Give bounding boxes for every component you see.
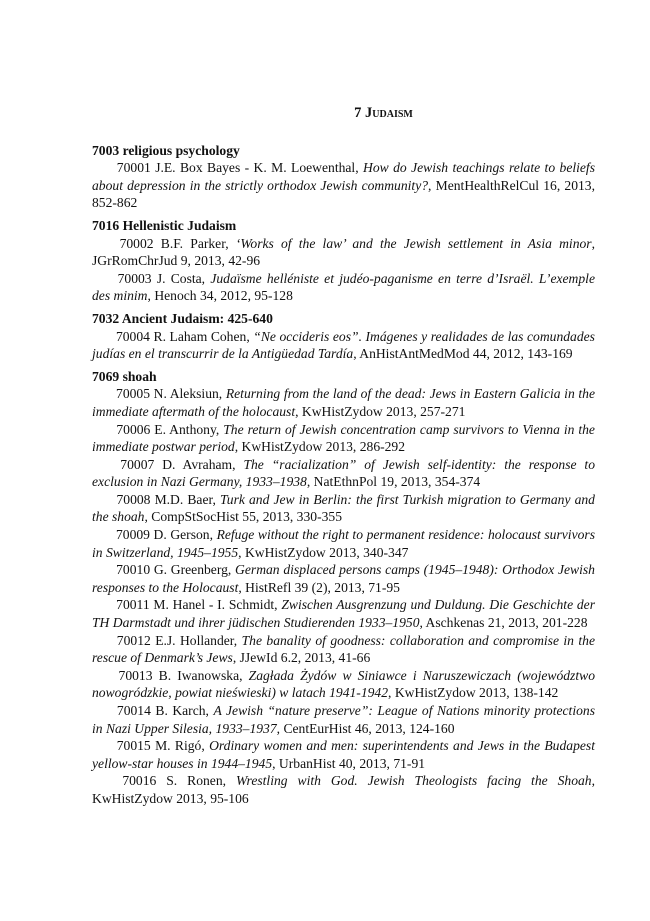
entry-source: , NatEthnPol 19, 2013, 354-374 [306,474,481,490]
entry-source: , Aschkenas 21, 2013, 201-228 [419,615,588,631]
entry-source: , KwHistZydow 2013, 340-347 [238,544,409,560]
bibliography-entry [92,235,595,270]
entry-source: , JJewId 6.2, 2013, 41-66 [232,650,371,666]
entry-number: 70004 [115,328,150,344]
entry-title: Zwischen Ausgrenzung und Duldung. Die Geschichte der TH Darmstadt und ihrer jüdischen Studierenden 1933–1950 [92,597,595,631]
entry-number: 70009 [115,527,150,543]
entry-title: “Ne occideris eos”. Imágenes y realidades de las comundades judías en el transcurrir de la Antigüedad Tardía [92,328,595,362]
entry-number: 70007 [120,456,155,472]
entry-title: Turk and Jew in Berlin: the first Turkish migration to Germany and the shoah [92,491,595,525]
entry-title: The return of Jewish concentration camp survivors to Vienna in the immediate postwar period [92,421,595,455]
entry-authors: S. Ronen, [166,773,227,789]
entry-authors: J. Costa, [156,270,206,286]
bibliography-entry [92,421,595,456]
entry-source: , MentHealthRelCul 16, 2013, 852-862 [92,177,595,211]
entry-number: 70001 [116,160,151,176]
entry-authors: E.J. Hollander, [155,632,238,648]
entry-title: German displaced persons camps (1945–1948): Orthodox Jewish responses to the Holocaust [92,562,595,595]
entry-number: 70005 [116,386,150,402]
entry-title: Returning from the land of the dead: Jews in Eastern Galicia in the immediate aftermath of the holocaust [92,386,595,419]
entry-number: 70013 [118,667,153,683]
entry-authors: J.E. Box Bayes - K. M. Loewenthal, [155,160,359,176]
entry-number: 70012 [116,632,151,648]
entry-source: , KwHistZydow 2013, 138-142 [388,685,559,701]
entry-number: 70016 [122,773,157,789]
entry-authors: E. Anthony, [154,421,220,437]
chapter-title: Judaism [365,105,413,121]
bibliography-entry [92,270,595,305]
section-list [92,142,595,808]
section-title: 7016 Hellenistic Judaism [92,217,237,233]
bibliography-entry [92,632,595,667]
entry-authors: M. Rigó, [155,738,205,754]
entry-number: 70006 [116,421,151,437]
entry-source: , UrbanHist 40, 2013, 71-91 [272,755,426,771]
entry-title: Zagłada Żydów w Siniawce i Naruszewiczach (województwo nowogródzkie, powiat nieświeski) w latach 1941-1942 [92,667,595,701]
bibliography-entry [92,702,595,737]
bibliography-entry [92,491,595,526]
entry-number: 70014 [116,703,151,718]
section-title: 7069 shoah [92,368,157,384]
entry-source: , HistRefl 39 (2), 2013, 71-95 [238,579,400,595]
bibliography-entry [92,159,595,212]
entry-authors: M. Hanel - I. Schmidt, [153,597,278,613]
entry-number: 70008 [116,491,151,507]
chapter-heading [172,105,595,123]
chapter-number: 7 [354,105,362,121]
entry-source: , CompStSocHist 55, 2013, 330-355 [144,509,342,525]
entry-authors: B. Karch, [155,703,209,718]
bibliography-entry [92,667,595,702]
entry-number: 70002 [119,235,154,251]
entry-title: Refuge without the right to permanent residence: holocaust survivors in Switzerland, 1945–1955 [92,527,595,560]
bibliography-entry [92,596,595,631]
entry-authors: B. Iwanowska, [158,667,243,683]
entry-authors: R. Laham Cohen, [153,328,250,344]
bibliography-entry [92,328,595,363]
entry-title: ‘Works of the law’ and the Jewish settlement in Asia minor [235,235,592,251]
entry-authors: N. Aleksiun, [153,386,223,402]
entry-authors: B.F. Parker, [160,235,229,251]
section [92,368,595,808]
entry-authors: D. Gerson, [153,527,213,543]
entry-source: , KwHistZydow 2013, 95-106 [92,773,595,806]
entry-number: 70011 [116,597,150,613]
entry-title: Ordinary women and men: superintendents and Jews in the Budapest yellow-star houses in 1944–1945 [92,738,595,771]
entry-authors: D. Avraham, [162,456,236,472]
bibliography-entry [92,772,595,807]
entry-number: 70003 [117,270,152,286]
bibliography-entry [92,526,595,561]
entry-source: , CentEurHist 46, 2013, 124-160 [276,720,455,736]
entry-source: , KwHistZydow 2013, 257-271 [295,403,466,419]
bibliography-entry [92,456,595,491]
entry-authors: M.D. Baer, [154,491,216,507]
section [92,142,595,212]
bibliography-entry [92,737,595,772]
entry-authors: G. Greenberg, [153,562,232,578]
entry-title: How do Jewish teachings relate to beliefs about depression in the strictly orthodox Jewish community? [92,160,596,193]
entry-number: 70015 [116,738,151,754]
section-title: 7003 religious psychology [92,142,240,158]
entry-source: , JGrRomChrJud 9, 2013, 42-96 [92,235,595,269]
entry-title: The “racialization” of Jewish self-identity: the response to exclusion in Nazi Germany, 1933–1938 [92,456,595,490]
entry-source: , AnHistAntMedMod 44, 2012, 143-169 [353,346,573,362]
bibliography-entry [92,385,595,420]
entry-title: A Jewish “nature preserve”: League of Nations minority protections in Nazi Upper Silesia, 1933–1937 [92,703,595,736]
bibliography-entry [92,561,595,596]
entry-title: Judaïsme helléniste et judéo-paganisme en terre d’Israël. L’exemple des minim [92,270,595,304]
bibliography-page [92,105,595,808]
entry-source: , Henoch 34, 2012, 95-128 [147,288,293,304]
entry-number: 70010 [116,562,151,578]
section-title: 7032 Ancient Judaism: 425-640 [92,310,273,326]
entry-source: , KwHistZydow 2013, 286-292 [234,439,406,455]
section [92,310,595,363]
entry-title: Wrestling with God. Jewish Theologists facing the Shoah [235,773,592,789]
entry-title: The banality of goodness: collaboration and compromise in the rescue of Denmark’s Jews [92,632,595,666]
section [92,217,595,305]
